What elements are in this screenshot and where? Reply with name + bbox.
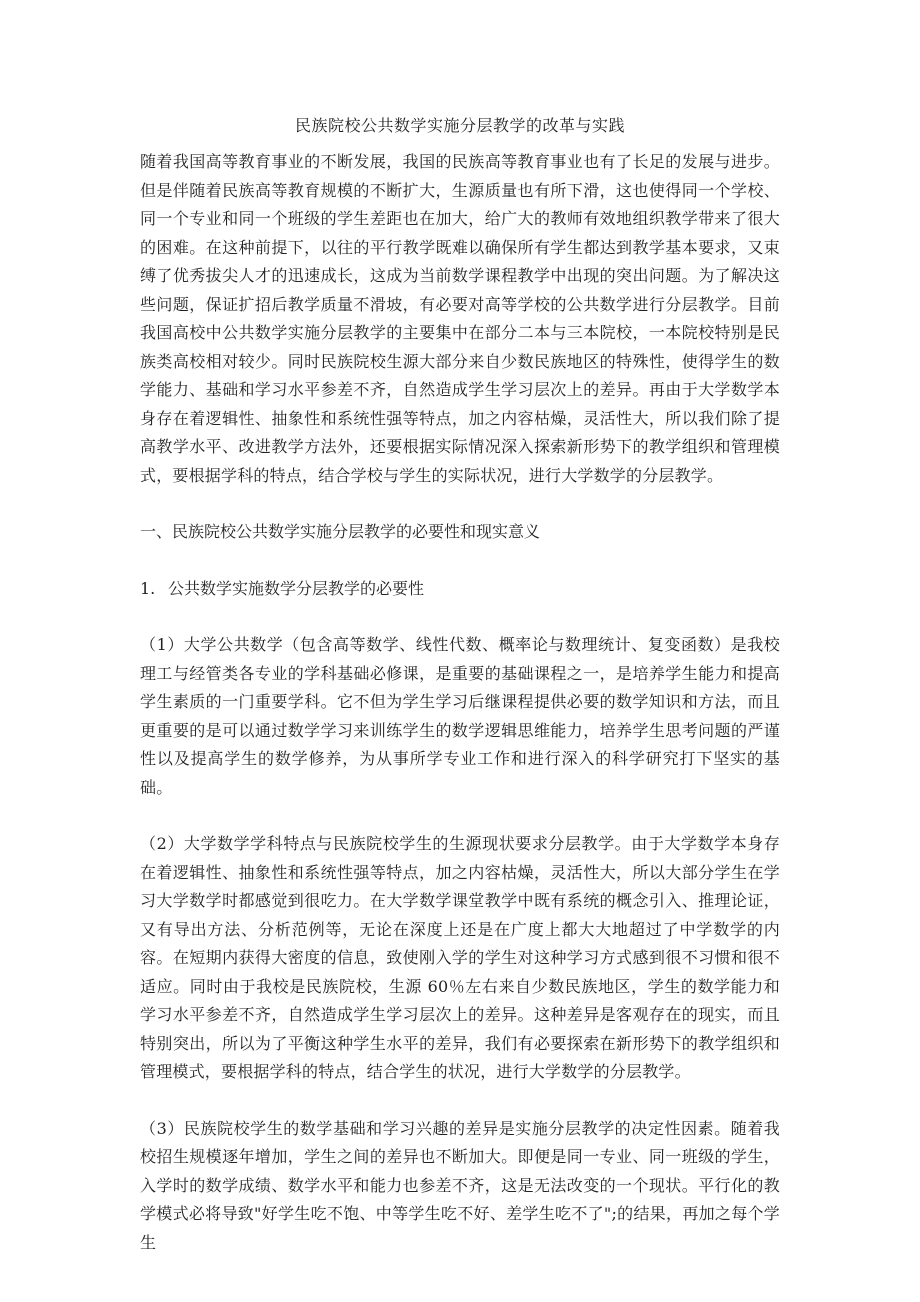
subsection-title: 公共数学实施数学分层教学的必要性 <box>168 578 425 598</box>
paragraph-3: （3）民族院校学生的数学基础和学习兴趣的差异是实施分层教学的决定性因素。随着我校招生规模逐年增加，学生之间的差异也不断加大。即便是同一专业、同一班级的学生，入学时的数学成绩、数学水平和能力也参差不齐，这是无法改变的一个现状。平行化的教学模式必将导致"好学生吃不饱、中等学生吃不好、差学生吃不了";的结果，再加之每个学生 <box>140 1118 780 1252</box>
paragraph-1: （1）大学公共数学（包含高等数学、线性代数、概率论与数理统计、复变函数）是我校理工与经管类各专业的学科基础必修课，是重要的基础课程之一，是培养学生能力和提高学生素质的一门重要学科。它不但为学生学习后继课程提供必要的数学知识和方法，而且更重要的是可以通过数学学习来训练学生的数学逻辑思维能力，培养学生思考问题的严谨性以及提高学生的数学修养，为从事所学专业工作和进行深入的科学研究打下坚实的基础。 <box>140 635 780 797</box>
intro-paragraph: 随着我国高等教育事业的不断发展，我国的民族高等教育事业也有了长足的发展与进步。但是伴随着民族高等教育规模的不断扩大，生源质量也有所下滑，这也使得同一个学校、同一个专业和同一个班级的学生差距也在加大，给广大的教师有效地组织教学带来了很大的困难。在这种前提下，以往的平行教学既难以确保所有学生都达到教学基本要求，又束缚了优秀拔尖人才的迅速成长，这成为当前数学课程教学中出现的突出问题。为了解决这些问题，保证扩招后教学质量不滑坡，有必要对高等学校的公共数学进行分层教学。目前我国高校中公共数学实施分层教学的主要集中在部分二本与三本院校，一本院校特别是民族类高校相对较少。同时民族院校生源大部分来自少数民族地区的特殊性，使得学生的数学能力、基础和学习水平参差不齐，自然造成学生学习层次上的差异。再由于大学数学本身存在着逻辑性、抽象性和系统性强等特点，加之内容枯燥，灵活性大，所以我们除了提高教学水平、改进教学方法外，还要根据实际情况深入探索新形势下的教学组织和管理模式，要根据学科的特点，结合学校与学生的实际状况，进行大学数学的分层教学。 <box>140 152 780 485</box>
subsection-heading <box>140 575 780 604</box>
paragraph-2: （2）大学数学学科特点与民族院校学生的生源现状要求分层教学。由于大学数学本身存在着逻辑性、抽象性和系统性强等特点，加之内容枯燥，灵活性大，所以大部分学生在学习大学数学时都感觉到很吃力。在大学数学课堂教学中既有系统的概念引入、推理论证，又有导出方法、分析范例等，无论在深度上还是在广度上都大大地超过了中学数学的内容。在短期内获得大密度的信息，致使刚入学的学生对这种学习方式感到很不习惯和很不适应。同时由于我校是民族院校，生源 60％左右来自少数民族地区，学生的数学能力和学习水平参差不齐，自然造成学生学习层次上的差异。这种差异是客观存在的现实，而且特别突出，所以为了平衡这种学生水平的差异，我们有必要探索在新形势下的教学组织和管理模式，要根据学科的特点，结合学生的状况，进行大学数学的分层教学。 <box>140 834 780 1081</box>
spacer <box>140 1087 780 1115</box>
document-body <box>140 148 780 1257</box>
subsection-number: 1. <box>140 578 156 598</box>
document-title: 民族院校公共数学实施分层教学的改革与实践 <box>294 116 625 135</box>
spacer <box>140 603 780 631</box>
section-heading: 一、民族院校公共数学实施分层教学的必要性和现实意义 <box>140 522 541 541</box>
spacer <box>140 490 780 518</box>
spacer <box>140 547 780 575</box>
spacer <box>140 802 780 830</box>
